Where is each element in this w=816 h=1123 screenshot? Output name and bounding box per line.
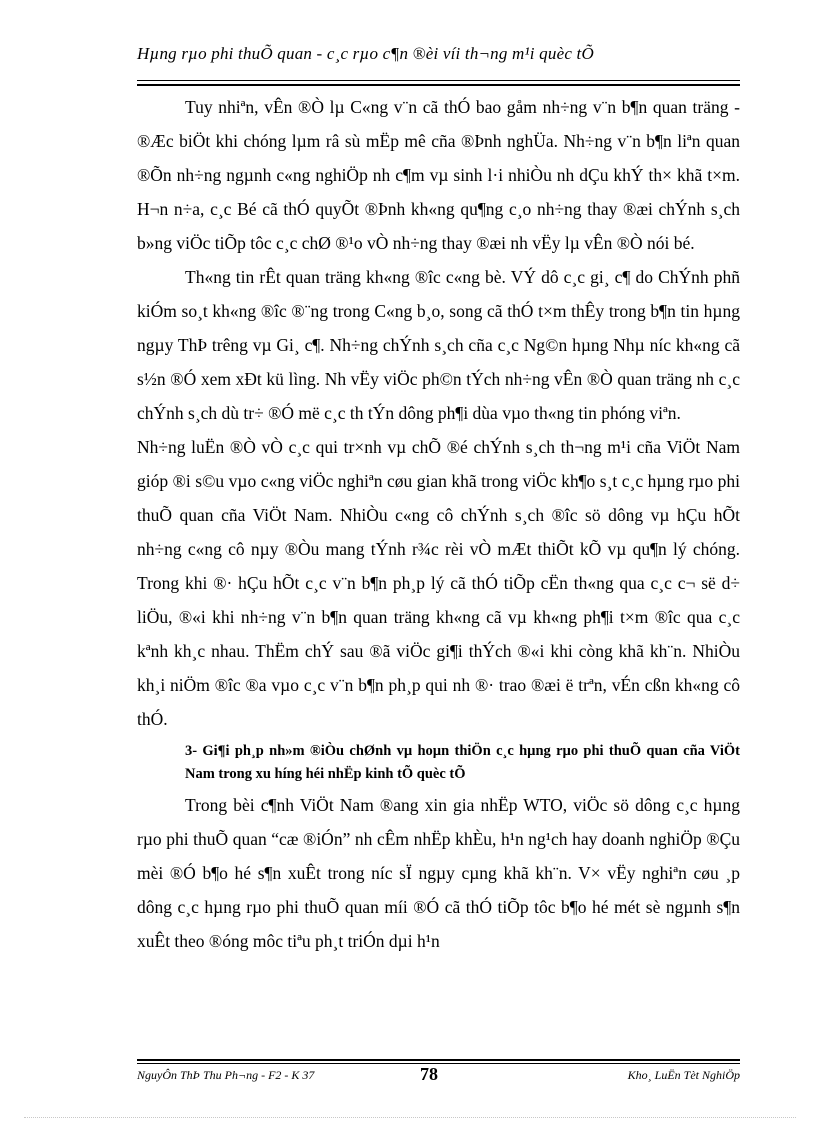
footer-document-type: Kho¸ LuËn Tèt NghiÖp [627,1068,740,1082]
header-divider-thick [137,84,740,86]
section-heading: 3- Gi¶i ph¸p nh»m ®iÒu chØnh vµ hoµn thiÖn c¸c hµng rµo phi thuÕ quan cña ViÖt Nam trong xu híng héi nhËp kinh tÕ quèc tÕ [185,743,740,782]
footer-divider [137,1063,740,1064]
footer-author: NguyÔn ThÞ Thu Ph¬ng - F2 - K 37 [137,1068,315,1082]
body-paragraph: Th«ng tin rÊt quan träng kh«ng ®îc c«ng bè. VÝ dô c¸c gi¸ c¶ do ChÝnh phñ kiÓm so¸t kh«ng ®îc ®¨ng trong C«ng b¸o, song cã thÓ t×m thÊy trong b¶n tin hµng ngµy ThÞ trêng vµ Gi¸ c¶. Nh÷ng chÝnh s¸ch cña c¸c Ng©n hµng Nhµ níc kh«ng cã s½n ®Ó xem xÐt kü lìng. Nh vËy viÖc ph©n tÝch nh÷ng vÊn ®Ò quan träng nh c¸c chÝnh s¸ch dù tr÷ ®Ó më c¸c th tÝn dông ph¶i dùa vµo th«ng tin phóng viªn. [137,267,740,423]
document-body [137,90,740,958]
footer-divider-thick [137,1059,740,1061]
page-number: 78 [420,1064,438,1084]
section-paragraph: Trong bèi c¶nh ViÖt Nam ®ang xin gia nhËp WTO, viÖc sö dông c¸c hµng rµo phi thuÕ quan “cæ ®iÓn” nh cÊm nhËp khÈu, h¹n ng¹ch hay doanh nghiÖp ®Çu mèi ®Ó b¶o hé s¶n xuÊt trong níc sÏ ngµy cµng khã kh¨n. V× vËy nghiªn cøu ¸p dông c¸c hµng rµo phi thuÕ quan míi ®Ó cã thÓ tiÕp tôc b¶o hé mét sè ngµnh s¶n xuÊt theo ®óng môc tiªu ph¸t triÓn dµi h¹n [137,795,740,951]
page-edge-divider [24,1117,796,1118]
running-header: Hµng rµo phi thuÕ quan - c¸c rµo c¶n ®èi víi th¬ng m¹i quèc tÕ [137,44,594,63]
header-divider [137,80,740,81]
body-paragraph: Tuy nhiªn, vÊn ®Ò lµ C«ng v¨n cã thÓ bao gåm nh÷ng v¨n b¶n quan träng - ®Æc biÖt khi chóng lµm râ sù mËp mê cña ®Þnh nghÜa. Nh÷ng v¨n b¶n liªn quan ®Õn nh÷ng ngµnh c«ng nghiÖp nh c¶m vµ sinh l·i nhiÒu nh dÇu khÝ th× khã t×m. H¬n n÷a, c¸c Bé cã thÓ quyÕt ®Þnh kh«ng qu¶ng c¸o nh÷ng thay ®æi chÝnh s¸ch b»ng viÖc tiÕp tôc c¸c chØ ®¹o vÒ nh÷ng thay ®æi nh vËy lµ vÊn ®Ò nói bé. [137,97,740,253]
body-paragraph: Nh÷ng luËn ®Ò vÒ c¸c qui tr×nh vµ chÕ ®é chÝnh s¸ch th¬ng m¹i cña ViÖt Nam gióp ®i s©u vµo c«ng viÖc nghiªn cøu gian khã trong viÖc kh¶o s¸t c¸c hµng rµo phi thuÕ quan cña ViÖt Nam. NhiÒu c«ng cô chÝnh s¸ch ®îc sö dông vµ hÇu hÕt nh÷ng c«ng cô nµy ®Òu mang tÝnh r¾c rèi vÒ mÆt thiÕt kÕ vµ qu¶n lý chóng. Trong khi ®· hÇu hÕt c¸c v¨n b¶n ph¸p lý cã thÓ tiÕp cËn th«ng qua c¸c c¬ së d÷ liÖu, ®«i khi nh÷ng v¨n b¶n quan träng kh«ng cã vµ kh«ng ph¶i t×m ®îc qua c¸c kªnh kh¸c nhau. ThËm chÝ sau ®ã viÖc gi¶i thÝch ®«i khi còng khã kh¨n. NhiÒu kh¸i niÖm ®îc ®a vµo c¸c v¨n b¶n ph¸p qui nh ®· trao ®æi ë trªn, vÉn cßn kh«ng cô thÓ. [137,437,740,729]
